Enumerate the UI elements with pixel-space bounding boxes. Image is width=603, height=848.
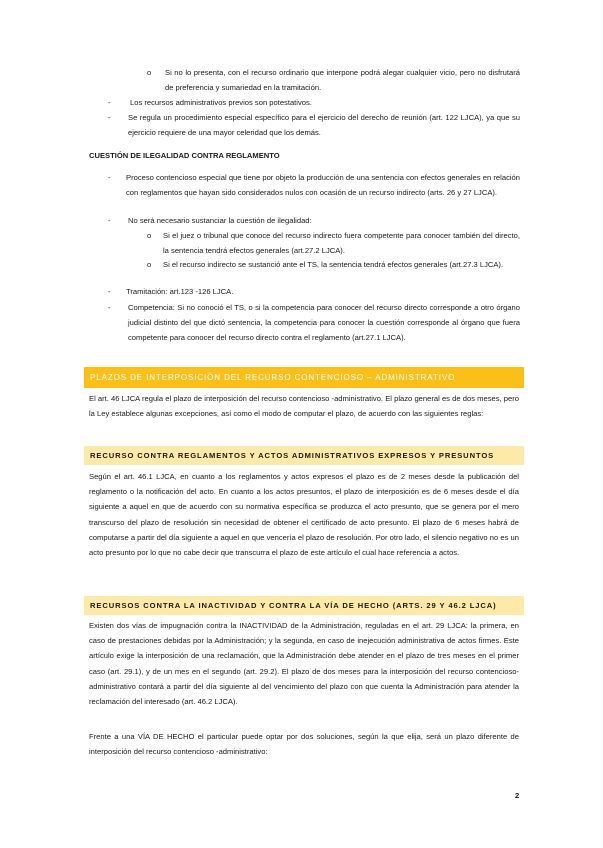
bullet: - (108, 216, 111, 225)
page-number: 2 (515, 791, 520, 800)
bullet: - (108, 113, 111, 122)
paragraph: Existen dos vías de impugnación contra la INACTIVIDAD de la Administración, reguladas en el art. 29 LJCA: la primera, en caso de prestaciones debidas por la Administración; y la segunda, en caso de inejecución administrativa de actos firmes. Este artículo exige la interposición de una reclamación, que la Administración debe atender en el plazo de tres meses en el primer caso (art. 29.1), y de un mes en el segundo (art. 29.2). El plazo de dos meses para la interposición del recurso contencioso-administrativo contará a partir del día siguiente al del vencimiento del plazo con que cuenta la Administración para atender la reclamación del interesado (art. 46.2 LJCA). (89, 621, 519, 707)
subsection-banner (84, 446, 524, 465)
banner-title: RECURSOS CONTRA LA INACTIVIDAD Y CONTRA LA VÍA DE HECHO (ARTS. 29 Y 46.2 LJCA) (90, 601, 497, 610)
list-item: Si no lo presenta, con el recurso ordinario que interpone podrá alegar cualquier vicio, pero no disfrutará de preferencia y sumariedad en la tramitación. (165, 68, 520, 93)
section-banner (84, 367, 524, 388)
list-item: Los recursos administrativos previos son potestativos. (130, 98, 312, 107)
list-item: No será necesario sustanciar la cuestión de ilegalidad: (128, 216, 312, 225)
bullet: - (108, 98, 111, 107)
sub-bullet: o (147, 231, 152, 240)
list-item: Tramitación: art.123 -126 LJCA. (126, 287, 234, 296)
list-item: Si el recurso indirecto se sustanció ante el TS, la sentencia tendrá efectos generales (art.27.3 LJCA). (163, 260, 504, 269)
bullet: - (108, 173, 111, 182)
subsection-banner (84, 596, 524, 615)
section-heading: CUESTIÓN DE ILEGALIDAD CONTRA REGLAMENTO (89, 151, 280, 160)
banner-title: PLAZOS DE INTERPOSICIÓN DEL RECURSO CONTENCIOSO – ADMINISTRATIVO (90, 373, 456, 382)
list-item: Si el juez o tribunal que conoce del recurso indirecto fuera competente para conocer también del directo, la sentencia tendrá efectos generales (art.27.2 LJCA). (163, 231, 520, 256)
banner-title: RECURSO CONTRA REGLAMENTOS Y ACTOS ADMINISTRATIVOS EXPRESOS Y PRESUNTOS (90, 451, 495, 460)
list-item: Se regula un procedimiento especial específico para el ejercicio del derecho de reunión (art. 122 LJCA), ya que su ejercicio requiere de una mayor celeridad que los demás. (128, 113, 520, 138)
bullet: - (108, 303, 111, 312)
sub-bullet: o (147, 260, 152, 269)
list-item: Proceso contencioso especial que tiene por objeto la producción de una sentencia con efectos generales en relación con reglamentos que hayan sido considerados nulos con ocasión de un recurso indirecto (arts. 26 y 27 LJCA). (126, 173, 520, 198)
paragraph: Según el art. 46.1 LJCA, en cuanto a los reglamentos y actos expresos el plazo es de 2 meses desde la publicación del reglamento o la notificación del acto. En cuanto a los actos presuntos, el plazo de interposición es de 6 meses desde el día siguiente a aquel en que de acuerdo con su normativa específica se produzca el acto presunto, que se genera por el mero transcurso del plazo de resolución sin necesidad de obtener el certificado de acto presunto. El plazo de 6 meses habrá de computarse a partir del día siguiente a aquel en que vencería el plazo de resolución. Por otro lado, el silencio negativo no es un acto presunto por lo que no cabe decir que transcurra el plazo de este artículo el cual hace referencia a actos. (89, 472, 519, 558)
paragraph: El art. 46 LJCA regula el plazo de interposición del recurso contencioso -administrativo. El plazo general es de dos meses, pero la Ley establece algunas excepciones, así como el modo de computar el plazo, de acuerdo con las siguientes reglas: (89, 394, 519, 419)
bullet: - (108, 287, 111, 296)
paragraph: Frente a una VÍA DE HECHO el particular puede optar por dos soluciones, según la que elija, será un plazo diferente de interposición del recurso contencioso -administrativo: (89, 732, 519, 757)
list-item: Competencia: Si no conoció el TS, o si la competencia para conocer del recurso directo corresponde a otro órgano judicial distinto del que dictó sentencia, la competencia para conocer la cuestión corresponde al órgano que fuera competente para conocer del recurso directo contra el reglamento (art.27.1 LJCA). (128, 303, 520, 343)
sub-bullet: o (147, 68, 152, 77)
